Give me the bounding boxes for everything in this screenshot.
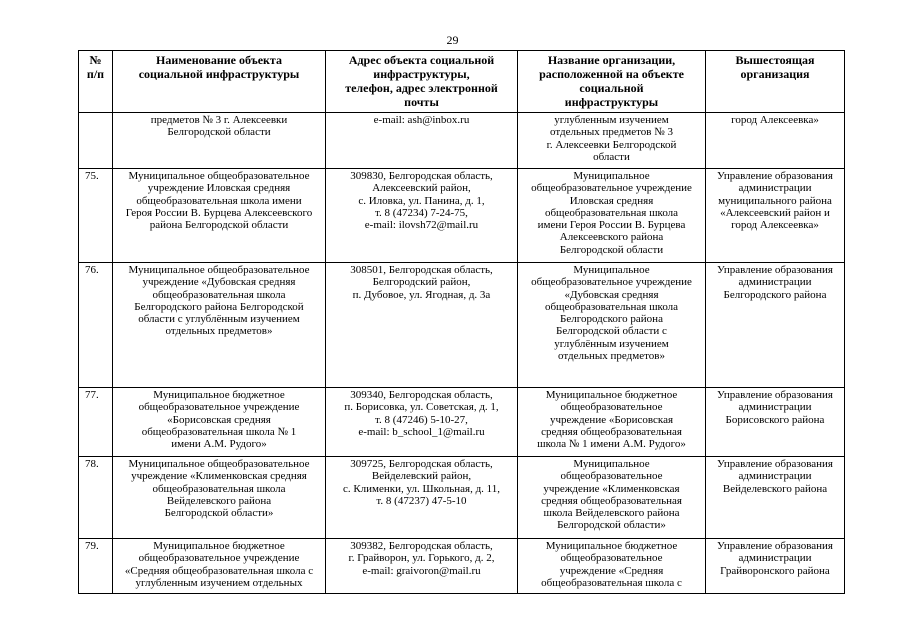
parent-organization: Управление образования администрации Грайворонского района: [706, 539, 845, 594]
header-object-name: Наименование объекта социальной инфраструктуры: [113, 51, 326, 113]
page-number: 29: [446, 33, 459, 47]
object-name: Муниципальное общеобразовательное учреждение «Клименковская средняя общеобразовательная школа Вейделевского района Белгородской области»: [113, 457, 326, 539]
organization-name: Муниципальное общеобразовательное учреждение «Клименковская средняя общеобразовательная школа Вейделевского района Белгородской области»: [518, 457, 706, 539]
row-number: 79.: [79, 539, 113, 594]
row-number: 78.: [79, 457, 113, 539]
parent-organization: Управление образования администрации Белгородского района: [706, 263, 845, 388]
table-row: [79, 263, 845, 388]
social-infrastructure-table: [78, 50, 845, 594]
parent-organization: Управление образования администрации муниципального района «Алексеевский район и город Алексеевка»: [706, 169, 845, 263]
header-address: Адрес объекта социальной инфраструктуры, телефон, адрес электронной почты: [326, 51, 518, 113]
table-row: [79, 539, 845, 594]
object-address: 309725, Белгородская область, Вейделевский район, с. Клименки, ул. Школьная, д. 11, т. 8 (47237) 47-5-10: [326, 457, 518, 539]
row-number: 77.: [79, 388, 113, 457]
object-name: Муниципальное общеобразовательное учреждение Иловская средняя общеобразовательная школа имени Героя России В. Бурцева Алексеевского района Белгородской области: [113, 169, 326, 263]
header-parent-organization: Вышестоящая организация: [706, 51, 845, 113]
parent-organization: город Алексеевка»: [706, 113, 845, 169]
table-header-row: [79, 51, 845, 113]
row-number: [79, 113, 113, 169]
header-organization: Название организации, расположенной на объекте социальной инфраструктуры: [518, 51, 706, 113]
object-address: e-mail: ash@inbox.ru: [326, 113, 518, 169]
parent-organization: Управление образования администрации Борисовского района: [706, 388, 845, 457]
object-address: 309340, Белгородская область, п. Борисовка, ул. Советская, д. 1, т. 8 (47246) 5-10-27, e-mail: b_school_1@mail.ru: [326, 388, 518, 457]
table-row: [79, 169, 845, 263]
object-name: Муниципальное общеобразовательное учреждение «Дубовская средняя общеобразовательная школа Белгородского района Белгородской области с углублённым изучением отдельных предметов»: [113, 263, 326, 388]
object-address: 309830, Белгородская область, Алексеевский район, с. Иловка, ул. Панина, д. 1, т. 8 (47234) 7-24-75, e-mail: ilovsh72@mail.ru: [326, 169, 518, 263]
row-number: 76.: [79, 263, 113, 388]
table-row: [79, 457, 845, 539]
organization-name: углубленным изучением отдельных предметов № 3 г. Алексеевки Белгородской области: [518, 113, 706, 169]
object-address: 309382, Белгородская область, г. Грайворон, ул. Горького, д. 2, e-mail: graivoron@mail.ru: [326, 539, 518, 594]
table-row: [79, 113, 845, 169]
organization-name: Муниципальное бюджетное общеобразовательное учреждение «Средняя общеобразовательная школа с: [518, 539, 706, 594]
object-name: предметов № 3 г. Алексеевки Белгородской области: [113, 113, 326, 169]
parent-organization: Управление образования администрации Вейделевского района: [706, 457, 845, 539]
organization-name: Муниципальное общеобразовательное учреждение Иловская средняя общеобразовательная школа имени Героя России В. Бурцева Алексеевского района Белгородской области: [518, 169, 706, 263]
object-address: 308501, Белгородская область, Белгородский район, п. Дубовое, ул. Ягодная, д. 3а: [326, 263, 518, 388]
object-name: Муниципальное бюджетное общеобразовательное учреждение «Борисовская средняя общеобразовательная школа № 1 имени А.М. Рудого»: [113, 388, 326, 457]
table-row: [79, 388, 845, 457]
row-number: 75.: [79, 169, 113, 263]
organization-name: Муниципальное бюджетное общеобразовательное учреждение «Борисовская средняя общеобразовательная школа № 1 имени А.М. Рудого»: [518, 388, 706, 457]
object-name: Муниципальное бюджетное общеобразовательное учреждение «Средняя общеобразовательная школа с углубленным изучением отдельных: [113, 539, 326, 594]
header-number: № п/п: [79, 51, 113, 113]
organization-name: Муниципальное общеобразовательное учреждение «Дубовская средняя общеобразовательная школа Белгородского района Белгородской области с углублённым изучением отдельных предметов»: [518, 263, 706, 388]
